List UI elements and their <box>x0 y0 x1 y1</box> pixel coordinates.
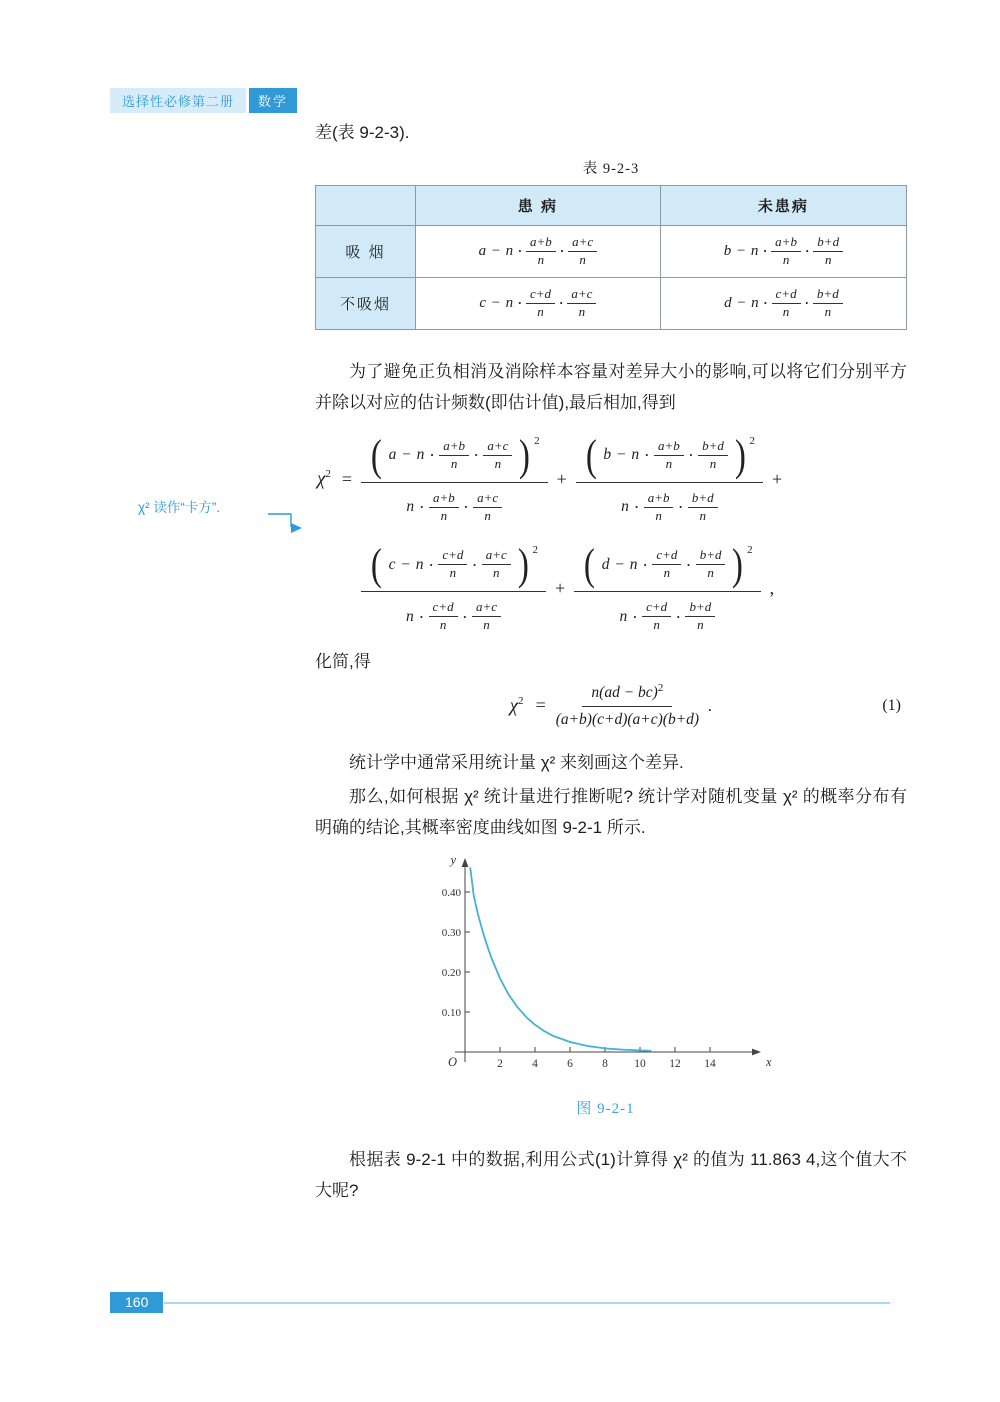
y-axis-arrow-icon <box>462 858 469 867</box>
chi-square-lhs: $\chi^2$ <box>317 468 331 490</box>
fraction: b+d n <box>813 287 843 320</box>
x-tick-label: 12 <box>669 1057 681 1070</box>
chi-term-c: ( c − n · c+d n · a+c n ) $^2$ n · c+d n · a+c n <box>361 544 546 633</box>
fraction: c+d n <box>642 600 671 633</box>
fraction: a+b n <box>771 235 801 268</box>
y-tick-label: 0.20 <box>441 966 461 979</box>
chi-term-d: ( d − n · c+d n · b+d n ) $^2$ n · c+d n · b+d n <box>574 544 761 633</box>
fraction: c+d n <box>526 287 555 320</box>
booklet-badge: 选择性必修第二册 <box>110 88 246 113</box>
plus-sign: + <box>772 468 783 489</box>
chi-term-b: ( b − n · a+b n · b+d n ) $^2$ n · a+b n · b+d n <box>576 435 763 524</box>
fraction: b+d n <box>685 600 715 633</box>
table-col-header-not-diseased: 未患病 <box>660 186 906 226</box>
table-col-header-diseased: 患 病 <box>416 186 661 226</box>
fraction: a+b n <box>439 439 469 472</box>
x-tick-label: 14 <box>704 1057 716 1070</box>
y-tick-label: 0.40 <box>441 886 461 899</box>
cell-b-term: b − n · a+b n · b+d n <box>660 226 906 278</box>
x-tick-label: 6 <box>567 1057 573 1070</box>
page-header <box>110 88 297 113</box>
table-row-smoking <box>316 226 907 278</box>
contingency-residual-table <box>315 185 907 330</box>
origin-label: O <box>447 1054 457 1069</box>
margin-note <box>138 496 338 516</box>
figure-9-2-1 <box>433 850 778 1118</box>
paragraph-statistic: 统计学中通常采用统计量 χ² 来刻画这个差异. <box>349 753 684 773</box>
x-tick-label: 8 <box>602 1057 608 1070</box>
fraction: a+c n <box>567 287 596 320</box>
fraction: c+d n <box>652 548 681 581</box>
x-tick-label: 10 <box>634 1057 646 1070</box>
cell-c-term: c − n · c+d n · a+c n <box>416 277 661 329</box>
page-number: 160 <box>110 1292 163 1313</box>
fraction: b+d n <box>696 548 726 581</box>
simplify-lead: 化简,得 <box>315 652 371 672</box>
margin-note-text: χ² 读作“卡方”. <box>138 500 221 515</box>
equals-sign: = <box>534 695 547 716</box>
fraction: b+d n <box>813 235 843 268</box>
main-content <box>315 118 907 1207</box>
fraction: a+c n <box>472 600 501 633</box>
chi-square-formula-line-1 <box>317 430 907 524</box>
y-axis-label: y <box>450 852 456 867</box>
fraction: a+b n <box>526 235 556 268</box>
x-tick-label: 4 <box>532 1057 538 1070</box>
margin-note-pointer-icon <box>266 510 306 540</box>
paragraph-result: 根据表 9-2-1 中的数据,利用公式(1)计算得 χ² 的值为 11.863 4,这个值大不大呢? <box>315 1149 907 1201</box>
fraction: c+d n <box>438 548 467 581</box>
x-axis-label: x <box>766 1054 772 1069</box>
cell-a-term: a − n · a+b n · a+c n <box>416 226 661 278</box>
fraction: a+b n <box>644 491 674 524</box>
fraction: c+d n <box>772 287 801 320</box>
chi-term-a: ( a − n · a+b n · a+c n ) $^2$ n · a+b n · a+c n <box>361 435 548 524</box>
fraction: $\frac{n(ad - bc)^2}{(a+b)(c+d)(a+c)(b+d)}$ <box>555 682 700 729</box>
table-header-row <box>316 186 907 226</box>
chi-square-simplified-formula <box>315 682 907 729</box>
table-caption: 表 9-2-3 <box>582 161 640 177</box>
fraction: a+c n <box>568 235 597 268</box>
paragraph-motivation: 为了避免正负相消及消除样本容量对差异大小的影响,可以将它们分别平方并除以对应的估计频数(即估计值),最后相加,得到 <box>315 361 907 413</box>
plus-sign: + <box>556 468 567 489</box>
plus-sign: + <box>554 578 566 599</box>
cell-d-term: d − n · c+d n · b+d n <box>660 277 906 329</box>
fraction: a+c n <box>483 439 512 472</box>
footer-rule <box>164 1302 890 1304</box>
table-row-nonsmoking <box>316 277 907 329</box>
density-curve <box>470 868 650 1051</box>
row-label-smoking: 吸 烟 <box>316 226 416 278</box>
equation-number: (1) <box>882 696 901 714</box>
chi-square-lhs: $\chi^2$ <box>509 694 524 716</box>
fraction: a+c n <box>473 491 502 524</box>
figure-caption: 图 9-2-1 <box>576 1100 635 1117</box>
intro-line: 差(表 9-2-3). <box>315 123 410 142</box>
row-label-nonsmoking: 不吸烟 <box>316 277 416 329</box>
fraction: a+b n <box>429 491 459 524</box>
x-tick-label: 2 <box>497 1057 503 1070</box>
comma: , <box>769 578 775 599</box>
fraction: a+c n <box>482 548 511 581</box>
period: . <box>708 695 713 715</box>
y-tick-label: 0.10 <box>441 1006 461 1019</box>
fraction: b+d n <box>698 439 728 472</box>
subject-badge: 数学 <box>249 88 297 113</box>
chi-square-density-chart <box>433 850 778 1088</box>
fraction: a+b n <box>654 439 684 472</box>
table-corner-cell <box>316 186 416 226</box>
y-tick-label: 0.30 <box>441 926 461 939</box>
equals-sign: = <box>341 468 353 489</box>
chi-square-formula-line-2 <box>361 539 907 633</box>
x-axis-arrow-icon <box>752 1048 761 1055</box>
fraction: c+d n <box>429 600 458 633</box>
paragraph-inference: 那么,如何根据 χ² 统计量进行推断呢? 统计学对随机变量 χ² 的概率分布有明确的结论,其概率密度曲线如图 9-2-1 所示. <box>315 786 907 838</box>
fraction: b+d n <box>688 491 718 524</box>
